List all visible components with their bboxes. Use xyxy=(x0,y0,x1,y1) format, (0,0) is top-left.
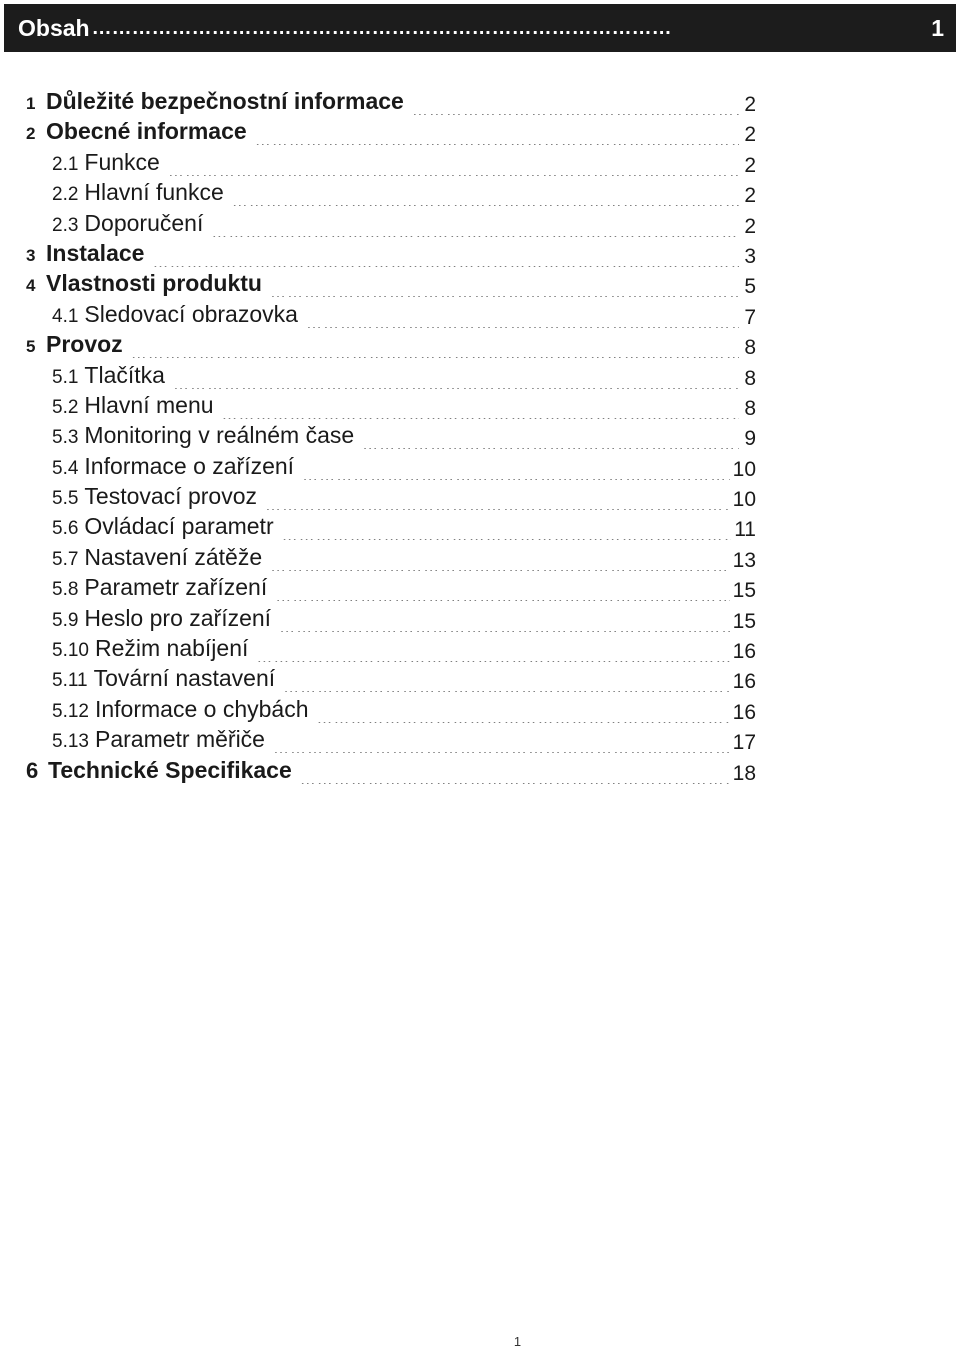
toc-entry-number: 5.12 xyxy=(52,700,89,722)
toc-leader-dots xyxy=(222,399,739,419)
toc-header-leader-dots: …………………………………………………………………………… xyxy=(91,18,672,38)
toc-leader-dots xyxy=(211,217,739,237)
toc-leader-dots xyxy=(168,156,739,176)
toc-entry-number: 5.4 xyxy=(52,457,79,479)
toc-entry-number: 5.1 xyxy=(52,366,79,388)
toc-entry-page-number: 2 xyxy=(744,184,756,208)
toc-entry-page-number: 2 xyxy=(744,153,756,177)
toc-entry-page-number: 2 xyxy=(744,93,756,116)
toc-entry-number: 5.7 xyxy=(52,548,79,570)
toc-entry-page-number: 16 xyxy=(732,670,756,694)
toc-leader-dots xyxy=(270,277,739,297)
toc-entry-title: Parametr zařízení xyxy=(84,574,268,601)
toc-leader-dots xyxy=(273,733,730,753)
toc-entry[interactable] xyxy=(26,757,756,787)
toc-entry-title: Informace o chybách xyxy=(94,695,309,722)
table-of-contents xyxy=(26,88,756,787)
toc-entry-title: Technické Specifikace xyxy=(48,756,292,783)
toc-entry-number: 4.1 xyxy=(52,305,79,327)
toc-entry-number: 2.1 xyxy=(52,153,79,175)
toc-entry-page-number: 10 xyxy=(732,488,756,512)
toc-leader-dots xyxy=(255,125,739,145)
toc-entry-page-number: 3 xyxy=(744,244,756,268)
toc-leader-dots xyxy=(300,764,730,784)
toc-leader-dots xyxy=(302,460,730,480)
toc-entry-title: Hlavní menu xyxy=(84,391,214,418)
footer-page-number: 1 xyxy=(513,1334,522,1349)
toc-entry-number: 5.11 xyxy=(52,670,88,692)
toc-entry-number: 5.9 xyxy=(52,609,79,631)
toc-entry-page-number: 17 xyxy=(732,731,756,755)
toc-entry-title: Sledovací obrazovka xyxy=(84,300,298,327)
toc-entry[interactable] xyxy=(26,210,756,240)
toc-entry-number: 3 xyxy=(26,245,36,265)
toc-entry-page-number: 2 xyxy=(744,214,756,238)
toc-entry-title: Informace o zařízení xyxy=(84,452,295,479)
toc-entry-page-number: 11 xyxy=(734,518,756,542)
toc-leader-dots xyxy=(283,672,730,692)
toc-leader-dots xyxy=(173,369,739,389)
toc-entry[interactable] xyxy=(26,301,756,331)
toc-entry-page-number: 16 xyxy=(732,700,756,724)
toc-leader-dots xyxy=(131,338,739,358)
toc-leader-dots xyxy=(152,247,739,267)
toc-header-page-number: 1 xyxy=(931,14,944,41)
toc-entry-number: 5.3 xyxy=(52,427,79,449)
toc-entry-number: 5.2 xyxy=(52,396,79,418)
toc-entry-page-number: 7 xyxy=(744,305,756,329)
toc-entry[interactable] xyxy=(26,362,756,392)
toc-leader-dots xyxy=(306,308,739,328)
toc-entry-title: Hlavní funkce xyxy=(84,179,224,206)
toc-leader-dots xyxy=(412,95,739,115)
toc-entry-page-number: 5 xyxy=(744,275,756,299)
toc-entry[interactable] xyxy=(26,179,756,209)
toc-entry[interactable] xyxy=(26,544,756,574)
toc-entry-number: 5.10 xyxy=(52,640,89,662)
toc-entry[interactable] xyxy=(26,453,756,483)
toc-entry-number: 6 xyxy=(26,757,39,783)
toc-entry-title: Nastavení zátěže xyxy=(84,543,263,570)
toc-entry[interactable] xyxy=(26,240,756,270)
toc-entry-number: 5.6 xyxy=(52,518,79,540)
toc-entry-number: 5.8 xyxy=(52,579,79,601)
toc-entry-number: 1 xyxy=(26,94,36,113)
toc-leader-dots xyxy=(279,612,730,632)
toc-entry-title: Monitoring v reálném čase xyxy=(84,422,355,449)
toc-entry-page-number: 2 xyxy=(744,123,756,147)
toc-entry-title: Důležité bezpečnostní informace xyxy=(46,88,404,114)
toc-entry-number: 2 xyxy=(26,124,36,144)
toc-entry[interactable] xyxy=(26,665,756,695)
toc-leader-dots xyxy=(317,703,730,723)
toc-entry-title: Parametr měřiče xyxy=(94,726,265,753)
toc-entry-title: Instalace xyxy=(46,239,145,266)
toc-entry[interactable] xyxy=(26,88,756,118)
toc-entry-title: Ovládací parametr xyxy=(84,513,274,540)
toc-entry-page-number: 8 xyxy=(744,366,756,390)
toc-entry-page-number: 10 xyxy=(732,457,756,481)
toc-entry-page-number: 16 xyxy=(732,640,756,664)
toc-entry[interactable] xyxy=(26,513,756,543)
toc-entry-number: 5.5 xyxy=(52,488,79,510)
toc-entry[interactable] xyxy=(26,422,756,452)
toc-entry-number: 5.13 xyxy=(52,731,89,753)
toc-entry-title: Tovární nastavení xyxy=(93,665,276,692)
toc-entry-page-number: 9 xyxy=(744,427,756,451)
toc-entry[interactable] xyxy=(26,574,756,604)
toc-entry[interactable] xyxy=(26,605,756,635)
toc-entry-number: 5 xyxy=(26,337,36,357)
toc-entry-title: Obecné informace xyxy=(46,118,247,145)
toc-entry[interactable] xyxy=(26,392,756,422)
toc-entry-number: 2.2 xyxy=(52,184,79,206)
toc-entry[interactable] xyxy=(26,726,756,756)
toc-entry-title: Vlastnosti produktu xyxy=(46,270,262,297)
toc-entry-page-number: 15 xyxy=(732,609,756,633)
toc-entry-number: 4 xyxy=(26,276,36,296)
toc-entry-page-number: 13 xyxy=(732,548,756,572)
toc-entry-title: Heslo pro zařízení xyxy=(84,604,272,631)
toc-entry[interactable] xyxy=(26,635,756,665)
toc-entry[interactable] xyxy=(26,696,756,726)
toc-leader-dots xyxy=(282,520,732,540)
toc-entry-page-number: 18 xyxy=(732,761,756,785)
toc-leader-dots xyxy=(362,429,739,449)
toc-entry[interactable] xyxy=(26,483,756,513)
toc-entry-page-number: 8 xyxy=(744,396,756,420)
toc-entry-number: 2.3 xyxy=(52,214,79,236)
toc-leader-dots xyxy=(256,642,729,662)
toc-leader-dots xyxy=(232,186,739,206)
toc-entry-title: Funkce xyxy=(84,148,160,175)
toc-entry-title: Tlačítka xyxy=(84,361,165,388)
toc-header-title: Obsah xyxy=(18,14,90,41)
toc-leader-dots xyxy=(265,490,730,510)
toc-leader-dots xyxy=(275,581,729,601)
toc-entry[interactable] xyxy=(26,270,756,300)
toc-header-bar xyxy=(4,4,956,52)
toc-entry[interactable] xyxy=(26,149,756,179)
toc-leader-dots xyxy=(270,551,730,571)
toc-entry-page-number: 15 xyxy=(732,579,756,603)
toc-entry-title: Testovací provoz xyxy=(84,483,258,510)
toc-entry[interactable] xyxy=(26,118,756,148)
toc-entry[interactable] xyxy=(26,331,756,361)
toc-entry-page-number: 8 xyxy=(744,336,756,360)
toc-entry-title: Provoz xyxy=(46,331,123,358)
toc-entry-title: Režim nabíjení xyxy=(94,635,249,662)
toc-entry-title: Doporučení xyxy=(84,209,204,236)
